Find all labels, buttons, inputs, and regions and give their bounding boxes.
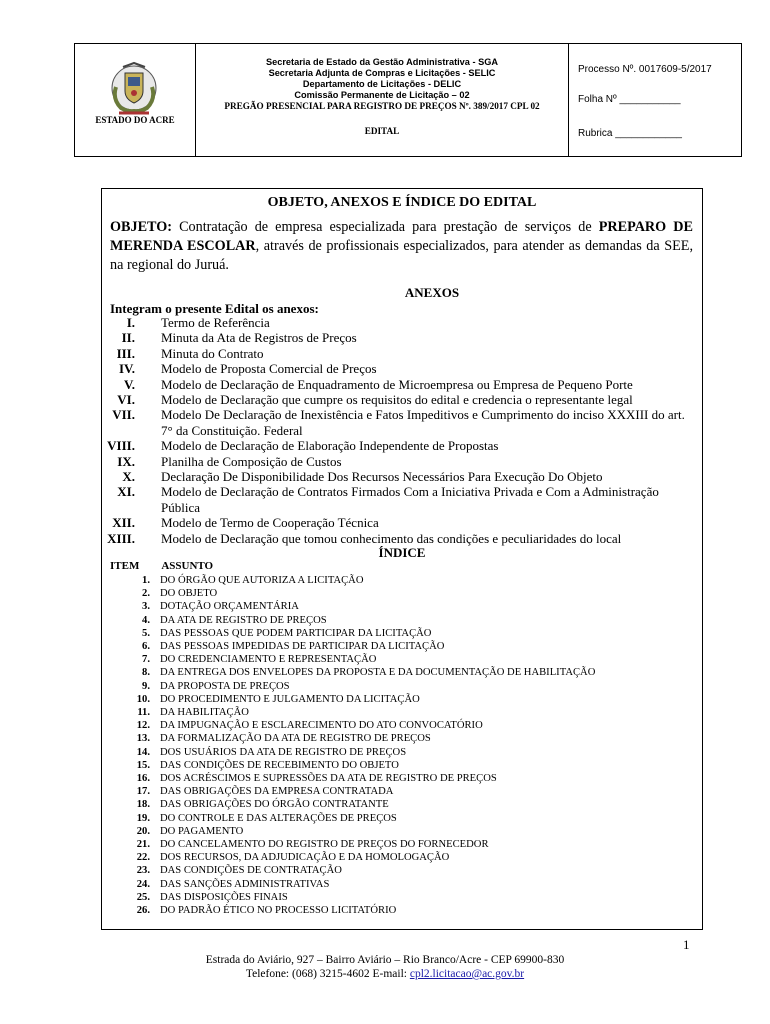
indice-item [102,614,702,627]
indice-text: DO ÓRGÃO QUE AUTORIZA A LICITAÇÃO [160,575,364,586]
indice-item [102,732,702,745]
section-title: OBJETO, ANEXOS E ÍNDICE DO EDITAL [267,195,537,210]
anexo-text: Modelo de Declaração que cumpre os requisitos do edital e credencia o representante legal [161,392,633,408]
anexo-item [102,454,694,469]
indice-number: 2. [142,588,150,600]
anexo-item [102,377,694,392]
indice-number: 9. [142,680,150,692]
header-logo-cell [75,44,196,156]
indice-text: DAS PESSOAS QUE PODEM PARTICIPAR DA LICITAÇÃO [160,627,432,639]
indice-number: 17. [136,786,150,798]
indice-col-item: ITEM [110,560,140,572]
acre-coat-of-arms-icon [103,59,165,121]
header-process-cell [569,44,741,156]
anexo-item [102,438,694,453]
indice-text: DO CANCELAMENTO DO REGISTRO DE PREÇOS DO FORNECEDOR [160,839,489,851]
indice-item [102,600,702,613]
indice-header [110,560,213,572]
process-number: Processo Nº. 0017609-5/2017 [578,64,712,75]
objeto-text-2: , através de profissionais especializados, para atender as demandas da SEE, na regional do Juruá. [110,238,694,273]
anexos-intro: Integram o presente Edital os anexos: [110,301,319,316]
folha-field: Folha Nº ___________ [578,94,681,105]
indice-number: 8. [142,667,150,679]
indice-text: DOTAÇÃO ORÇAMENTÁRIA [160,601,299,613]
indice-number: 23. [136,865,150,877]
anexo-text: Modelo de Declaração de Elaboração Independente de Propostas [161,438,499,454]
indice-number: 18. [136,799,150,811]
indice-text: DA ATA DE REGISTRO DE PREÇOS [160,614,327,626]
anexo-item [102,361,694,376]
anexo-number: IX. [117,453,135,469]
indice-item [102,904,702,917]
objeto-bold: PREPARO DE MERENDA ESCOLAR [110,219,693,254]
anexo-number: V. [124,376,135,392]
anexo-number: II. [121,330,135,346]
indice-text: DO CREDENCIAMENTO E REPRESENTAÇÃO [160,654,377,666]
anexos-list [102,315,694,546]
indice-number: 25. [136,891,150,903]
indice-text: DAS CONDIÇÕES DE CONTRATAÇÃO [160,865,342,877]
objeto-label: OBJETO: [110,219,173,235]
objeto-paragraph [110,218,693,275]
header-pregao: PREGÃO PRESENCIAL PARA REGISTRO DE PREÇOS Nº. 389/2017 CPL 02 [224,101,540,111]
indice-number: 5. [142,627,150,639]
indice-text: DAS OBRIGAÇÕES DO ÓRGÃO CONTRATANTE [160,799,389,811]
indice-item [102,653,702,666]
header-title-cell [196,44,569,156]
indice-list [102,574,702,917]
indice-text: DAS PESSOAS IMPEDIDAS DE PARTICIPAR DA LICITAÇÃO [160,641,445,653]
indice-number: 12. [136,720,150,732]
anexo-text: Declaração De Disponibilidade Dos Recursos Necessários Para Execução Do Objeto [161,469,603,485]
indice-item [102,719,702,732]
anexo-item [102,407,694,438]
indice-text: DA PROPOSTA DE PREÇOS [160,680,290,692]
indice-text: DO OBJETO [160,588,218,600]
indice-number: 7. [142,654,150,666]
header-line-selic: Secretaria Adjunta de Compras e Licitações - SELIC [268,68,496,78]
indice-number: 20. [136,825,150,837]
indice-text: DAS CONDIÇÕES DE RECEBIMENTO DO OBJETO [160,759,399,771]
indice-number: 21. [136,839,150,851]
indice-item [102,574,702,587]
indice-item [102,627,702,640]
page-footer [0,953,770,981]
indice-number: 1. [142,575,150,586]
indice-item [102,640,702,653]
indice-number: 4. [142,614,150,626]
edital-content-box [101,188,703,930]
indice-number: 16. [136,773,150,785]
anexo-number: VIII. [107,438,135,454]
indice-number: 10. [136,693,150,705]
indice-item [102,772,702,785]
anexo-text: Modelo de Declaração de Contratos Firmados Com a Iniciativa Privada e Com a Administração Pública [161,484,659,515]
indice-number: 15. [136,759,150,771]
indice-text: DOS ACRÉSCIMOS E SUPRESSÕES DA ATA DE REGISTRO DE PREÇOS [160,773,497,785]
objeto-text-1: Contratação de empresa especializada para prestação de serviços de [172,219,599,235]
indice-text: DO CONTROLE E DAS ALTERAÇÕES DE PREÇOS [160,812,397,824]
indice-item [102,759,702,772]
footer-email-link[interactable]: cpl2.licitacao@ac.gov.br [409,968,525,980]
indice-item [102,798,702,811]
indice-number: 11. [137,707,150,719]
anexo-item [102,515,694,530]
anexo-item [102,469,694,484]
indice-text: DAS DISPOSIÇÕES FINAIS [160,891,288,903]
footer-contact [0,967,770,981]
anexo-text: Modelo de Proposta Comercial de Preços [161,361,377,377]
indice-number: 19. [136,812,150,824]
indice-item [102,746,702,759]
anexo-number: XII. [112,515,135,531]
anexo-number: VI. [117,392,135,408]
indice-item [102,587,702,600]
indice-number: 13. [136,733,150,745]
anexo-text: Minuta da Ata de Registros de Preços [161,330,357,346]
indice-number: 24. [136,878,150,890]
indice-item [102,851,702,864]
indice-number: 26. [136,905,150,917]
anexo-item [102,531,694,546]
header-line-sga: Secretaria de Estado da Gestão Administrativa - SGA [266,57,498,67]
indice-item [102,693,702,706]
indice-item [102,785,702,798]
indice-number: 6. [142,641,150,653]
indice-item [102,706,702,719]
anexo-item [102,346,694,361]
indice-text: DO PROCEDIMENTO E JULGAMENTO DA LICITAÇÃO [160,693,420,705]
anexo-number: XIII. [107,530,135,546]
indice-item [102,864,702,877]
indice-text: DO PAGAMENTO [160,825,244,837]
indice-number: 3. [142,601,150,613]
anexo-text: Minuta do Contrato [161,345,264,361]
indice-number: 22. [136,852,150,864]
header-line-commission: Comissão Permanente de Licitação – 02 [294,90,470,100]
header-line-delic: Departamento de Licitações - DELIC [302,79,462,89]
footer-phone: Telefone: (068) 3215-4602 E-mail: [245,968,410,980]
anexos-title: ANEXOS [404,285,460,300]
indice-text: DAS SANÇÕES ADMINISTRATIVAS [160,878,330,890]
anexo-text: Planilha de Composição de Custos [161,453,342,469]
indice-text: DA IMPUGNAÇÃO E ESCLARECIMENTO DO ATO CONVOCATÓRIO [160,720,483,732]
indice-item [102,680,702,693]
anexo-text: Modelo de Declaração que tomou conhecimento das condições e peculiaridades do local [161,530,622,546]
indice-text: DO PADRÃO ÉTICO NO PROCESSO LICITATÓRIO [160,905,397,917]
indice-text: DAS OBRIGAÇÕES DA EMPRESA CONTRATADA [160,786,394,798]
page-number: 1 [683,937,690,952]
indice-text: DA FORMALIZAÇÃO DA ATA DE REGISTRO DE PREÇOS [160,733,431,745]
indice-text: DA HABILITAÇÃO [160,707,249,719]
indice-text: DOS USUÁRIOS DA ATA DE REGISTRO DE PREÇOS [160,746,407,758]
rubrica-field: Rubrica ____________ [578,128,682,139]
anexo-number: III. [116,345,135,361]
header-edital: EDITAL [364,126,400,136]
indice-number: 14. [136,746,150,758]
anexo-number: XI. [117,484,135,500]
anexo-number: X. [122,469,135,485]
anexo-item [102,392,694,407]
anexo-text: Modelo De Declaração de Inexistência e Fatos Impeditivos e Cumprimento do inciso XXXIII do art. 7° da Constituição. Federal [161,407,685,438]
indice-text: DOS RECURSOS, DA ADJUDICAÇÃO E DA HOMOLOGAÇÃO [160,852,450,864]
anexo-text: Modelo de Termo de Cooperação Técnica [161,515,379,531]
footer-address: Estrada do Aviário, 927 – Bairro Aviário – Rio Branco/Acre - CEP 69900-830 [205,954,565,966]
indice-item [102,812,702,825]
state-name: ESTADO DO ACRE [95,115,175,125]
indice-item [102,838,702,851]
indice-item [102,878,702,891]
anexo-text: Modelo de Declaração de Enquadramento de Microempresa ou Empresa de Pequeno Porte [161,376,633,392]
indice-item [102,891,702,904]
document-header [74,43,742,157]
indice-title: ÍNDICE [378,545,426,560]
anexo-number: IV. [118,361,135,377]
anexo-number: VII. [112,407,135,423]
anexo-item [102,315,694,330]
indice-item [102,666,702,679]
anexo-item [102,330,694,345]
anexo-number: I. [126,315,135,330]
indice-text: DA ENTREGA DOS ENVELOPES DA PROPOSTA E DA DOCUMENTAÇÃO DE HABILITAÇÃO [160,667,596,679]
indice-col-assunto: ASSUNTO [161,560,214,572]
anexo-text: Termo de Referência [161,315,270,330]
indice-item [102,825,702,838]
anexo-item [102,484,694,515]
